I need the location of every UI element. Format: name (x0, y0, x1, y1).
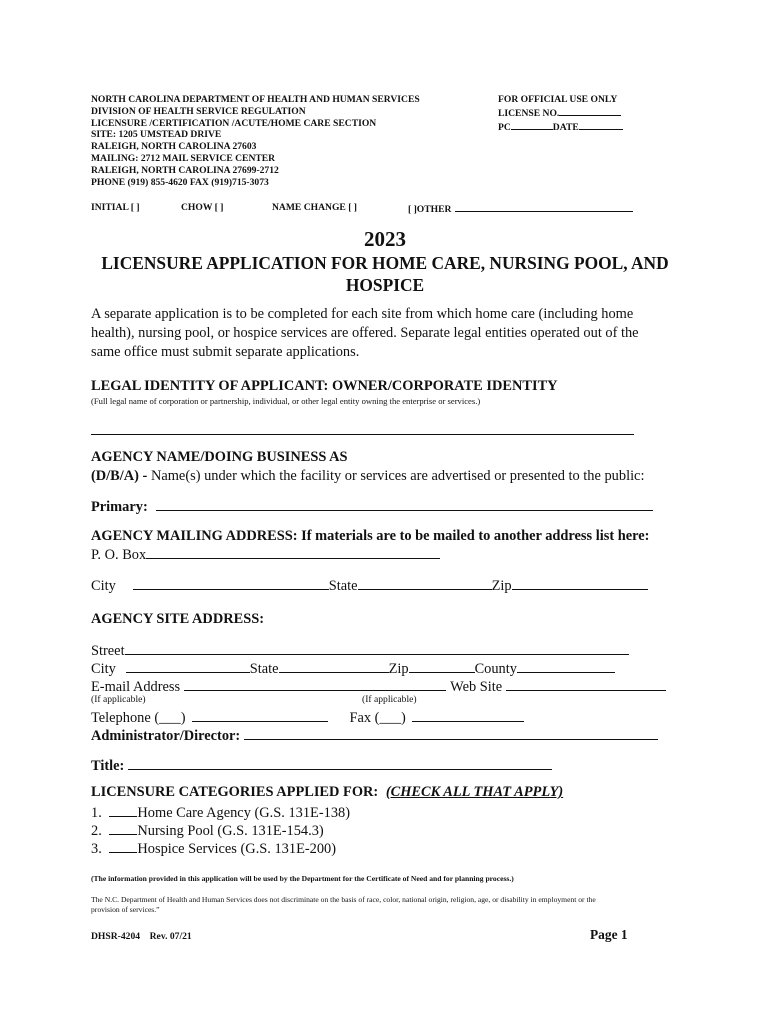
title-field[interactable] (128, 756, 552, 770)
administrator-field[interactable] (244, 726, 658, 740)
if-applicable-email: (If applicable) (91, 694, 146, 705)
license-no-field[interactable] (559, 106, 621, 116)
mailing-city-row (91, 576, 648, 595)
form-title-line2: HOSPICE (345, 275, 425, 295)
header-line: MAILING: 2712 MAIL SERVICE CENTER (91, 152, 276, 164)
site-city-row (91, 659, 615, 678)
categories-heading: LICENSURE CATEGORIES APPLIED FOR: (91, 784, 379, 800)
header-line: LICENSURE /CERTIFICATION /ACUTE/HOME CARE SECTION (91, 117, 377, 129)
phone-row (91, 708, 524, 727)
site-city-field[interactable] (126, 659, 250, 673)
site-zip-field[interactable] (409, 659, 475, 673)
header-line: SITE: 1205 UMSTEAD DRIVE (91, 129, 222, 141)
fax-label: Fax (___) (349, 710, 406, 726)
change-initial[interactable]: INITIAL [ ] (91, 202, 140, 213)
form-title-line1: LICENSURE APPLICATION FOR HOME CARE, NURSING POOL, AND (101, 253, 669, 273)
header-line: NORTH CAROLINA DEPARTMENT OF HEALTH AND HUMAN SERVICES (91, 94, 420, 105)
primary-row (91, 497, 653, 516)
agency-name-heading: AGENCY NAME/DOING BUSINESS AS (91, 449, 348, 465)
categories-heading-row (91, 784, 563, 801)
email-field[interactable] (184, 677, 446, 691)
date-field[interactable] (579, 120, 623, 130)
title-label: Title: (91, 758, 125, 774)
category-check-field[interactable] (109, 803, 137, 817)
mailing-zip-field[interactable] (512, 576, 648, 590)
mailing-city-label: City (91, 578, 116, 594)
po-box-row (91, 545, 440, 564)
site-heading: AGENCY SITE ADDRESS: (91, 611, 264, 627)
telephone-label: Telephone (___) (91, 710, 186, 726)
change-other-label[interactable]: [ ]OTHER (408, 204, 452, 215)
mailing-city-field[interactable] (133, 576, 329, 590)
site-state-label: State (249, 661, 279, 677)
category-item (91, 839, 336, 858)
legal-identity-note: (Full legal name of corporation or partnership, individual, or other legal entity owning the enterprise or services.) (91, 396, 481, 406)
legal-identity-heading: LEGAL IDENTITY OF APPLICANT: OWNER/CORPORATE IDENTITY (91, 378, 558, 394)
pc-label: PC (498, 121, 511, 133)
telephone-field[interactable] (192, 708, 328, 722)
intro-line: same office must submit separate applications. (91, 344, 360, 360)
category-number: 2. (91, 823, 102, 839)
change-name-change[interactable]: NAME CHANGE [ ] (272, 202, 358, 213)
page-number: Page 1 (590, 927, 628, 942)
administrator-label: Administrator/Director: (91, 728, 241, 744)
category-item (91, 821, 324, 840)
official-use-title: FOR OFFICIAL USE ONLY (498, 94, 618, 105)
po-box-label: P. O. Box (91, 547, 147, 563)
county-field[interactable] (517, 659, 615, 673)
site-zip-label: Zip (388, 661, 409, 677)
intro-line: A separate application is to be completed for each site from which home care (including home (91, 306, 634, 322)
street-field[interactable] (125, 641, 629, 655)
nondiscrimination-line: The N.C. Department of Health and Human Services does not discriminate on the basis of race, color, national origin, religion, age, or disability in employment or the (91, 895, 596, 904)
administrator-row (91, 726, 658, 745)
category-item (91, 803, 350, 822)
street-label: Street (91, 643, 125, 659)
category-label: Home Care Agency (G.S. 131E-138) (137, 805, 351, 821)
po-box-field[interactable] (146, 545, 440, 559)
site-state-field[interactable] (279, 659, 389, 673)
other-field[interactable] (455, 202, 633, 212)
mailing-zip-label: Zip (491, 578, 512, 594)
dba-label: (D/B/A) - (91, 468, 148, 484)
official-use-block (498, 94, 623, 133)
mailing-state-field[interactable] (358, 576, 492, 590)
county-label: County (474, 661, 517, 677)
nondiscrimination-line: provision of services.” (91, 905, 160, 914)
agency-header (91, 94, 420, 188)
category-number: 1. (91, 805, 102, 821)
primary-label: Primary: (91, 499, 148, 515)
header-line: PHONE (919) 855-4620 FAX (919)715-3073 (91, 176, 269, 188)
email-label: E-mail Address (91, 679, 181, 695)
mailing-state-label: State (328, 578, 358, 594)
check-all-note: (CHECK ALL THAT APPLY) (385, 784, 564, 800)
title-row (91, 756, 552, 775)
dba-description: Name(s) under which the facility or services are advertised or presented to the public: (147, 468, 645, 484)
site-street-row (91, 641, 629, 660)
change-other (408, 202, 633, 216)
header-line: DIVISION OF HEALTH SERVICE REGULATION (91, 105, 306, 117)
form-year: 2023 (364, 227, 406, 251)
header-line: RALEIGH, NORTH CAROLINA 27603 (91, 141, 257, 153)
intro-line: health), nursing pool, or hospice services are offered. Separate legal entities operated out of the (91, 325, 639, 341)
license-no-label: LICENSE NO. (498, 107, 560, 119)
header-line: RALEIGH, NORTH CAROLINA 27699-2712 (91, 164, 279, 176)
category-check-field[interactable] (109, 839, 137, 853)
legal-name-field[interactable] (91, 421, 634, 435)
site-city-label: City (91, 661, 116, 677)
pc-field[interactable] (511, 120, 553, 130)
website-field[interactable] (506, 677, 666, 691)
website-label: Web Site (450, 679, 503, 695)
date-label: DATE (552, 121, 579, 133)
category-check-field[interactable] (109, 821, 137, 835)
category-label: Hospice Services (G.S. 131E-200) (137, 841, 337, 857)
primary-name-field[interactable] (156, 497, 653, 511)
category-label: Nursing Pool (G.S. 131E-154.3) (137, 823, 324, 839)
mailing-heading: AGENCY MAILING ADDRESS: If materials are to be mailed to another address list here: (91, 528, 650, 544)
if-applicable-fax: (If applicable) (362, 694, 417, 705)
dba-line (91, 468, 644, 485)
info-note: (The information provided in this application will be used by the Department for the Certificate of Need and for planning process.) (91, 874, 514, 883)
form-id: DHSR-4204 Rev. 07/21 (91, 931, 192, 942)
category-number: 3. (91, 841, 102, 857)
fax-field[interactable] (412, 708, 524, 722)
change-chow[interactable]: CHOW [ ] (181, 202, 224, 213)
